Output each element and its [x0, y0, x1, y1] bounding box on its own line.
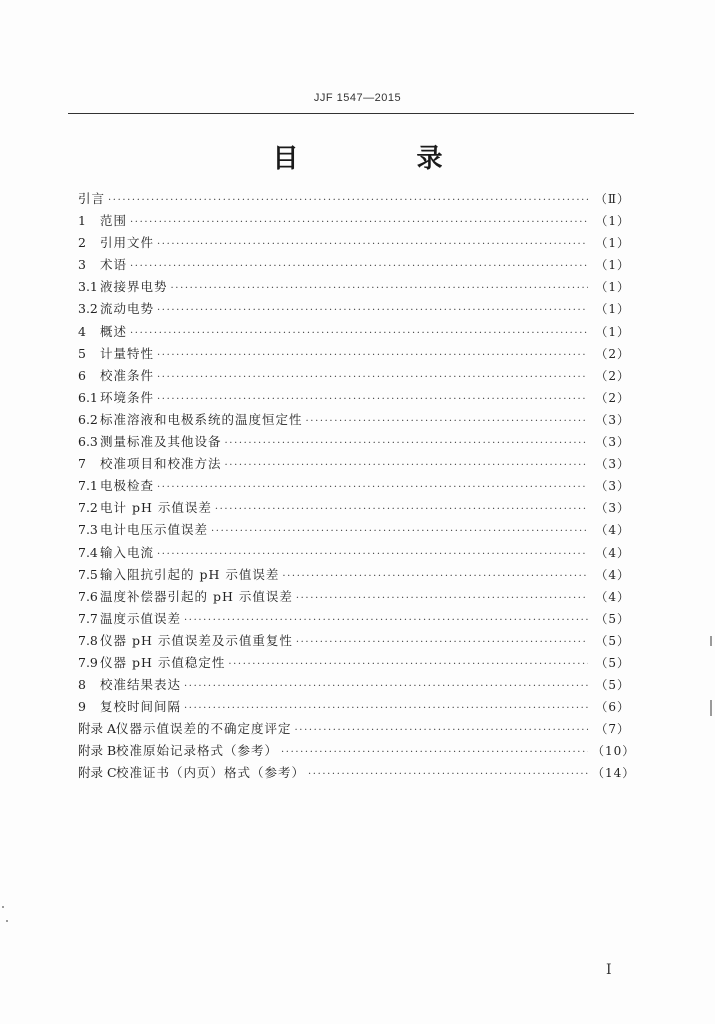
toc-dot-leader: [157, 367, 588, 389]
toc-entry-page: （Ⅱ）: [594, 192, 630, 206]
toc-entry: [78, 542, 630, 564]
toc-entry-number: 7: [78, 456, 86, 472]
scan-artifact: [6, 920, 8, 922]
toc-dot-leader: [308, 764, 588, 786]
toc-entry-number: 附录 C: [78, 765, 117, 781]
toc-entry: [78, 232, 630, 254]
toc-entry: [78, 497, 630, 519]
toc-entry-label: 校准结果表达: [100, 677, 182, 693]
toc-entry: [78, 298, 630, 320]
toc-entry-page: （7）: [595, 722, 630, 737]
toc-entry-page: （3）: [595, 412, 630, 427]
toc-entry-page: （5）: [595, 633, 630, 648]
toc-dot-leader: [171, 278, 588, 300]
toc-entry-page: （14）: [592, 766, 636, 781]
toc-entry-number: 6: [78, 367, 86, 383]
toc-entry: [78, 586, 630, 608]
toc-dot-leader: [296, 588, 588, 610]
toc-entry: [78, 254, 630, 276]
toc-entry-label: 仪器 pH 示值稳定性: [100, 654, 226, 670]
toc-entry: [78, 564, 630, 586]
toc-entry-label: 校准证书（内页）格式（参考）: [116, 765, 306, 781]
toc-entry-label: 环境条件: [100, 389, 155, 405]
toc-entry: [78, 409, 630, 431]
toc-entry: [78, 210, 630, 232]
toc-entry-label: 电计电压示值误差: [100, 522, 209, 538]
toc-entry-label: 概述: [100, 323, 128, 339]
toc-entry-number: 3.1: [78, 279, 98, 295]
standard-code-header: JJF 1547—2015: [313, 92, 402, 104]
toc-entry: [78, 762, 636, 784]
toc-entry-number: 6.1: [78, 389, 98, 405]
toc-dot-leader: [157, 544, 588, 566]
toc-dot-leader: [295, 720, 588, 742]
toc-dot-leader: [211, 521, 588, 543]
toc-dot-leader: [130, 323, 588, 345]
table-of-contents: [78, 188, 636, 785]
toc-entry-page: （3）: [595, 435, 630, 450]
toc-entry-label: 计量特性: [100, 345, 155, 361]
toc-entry-label: 输入电流: [100, 544, 155, 560]
toc-entry-page: （2）: [595, 368, 630, 383]
toc-dot-leader: [157, 300, 588, 322]
toc-entry-label: 流动电势: [100, 301, 155, 317]
toc-entry-label: 复校时间间隔: [100, 699, 182, 715]
toc-dot-leader: [228, 654, 588, 676]
toc-dot-leader: [157, 345, 588, 367]
toc-dot-leader: [281, 742, 588, 764]
toc-entry: [78, 365, 630, 387]
toc-entry-label: 电极检查: [100, 478, 155, 494]
toc-dot-leader: [184, 698, 588, 720]
toc-dot-leader: [184, 610, 588, 632]
page-number: I: [606, 962, 612, 978]
toc-entry-number: 7.2: [78, 500, 98, 516]
toc-entry-number: 7.9: [78, 654, 98, 670]
toc-entry: [78, 696, 630, 718]
toc-entry-page: （4）: [595, 589, 630, 604]
toc-entry-number: 3.2: [78, 301, 98, 317]
toc-entry-label: 仪器 pH 示值误差及示值重复性: [100, 632, 293, 648]
toc-entry-number: 2: [78, 235, 86, 251]
toc-entry: [78, 453, 630, 475]
toc-entry-label: 输入阻抗引起的 pH 示值误差: [100, 566, 280, 582]
toc-entry: [78, 718, 630, 740]
page-title: 目 录: [272, 144, 489, 174]
toc-entry-page: （6）: [595, 700, 630, 715]
toc-dot-leader: [296, 632, 588, 654]
scan-artifact: [2, 906, 4, 908]
toc-entry-label: 液接界电势: [100, 279, 168, 295]
toc-entry-page: （5）: [595, 655, 630, 670]
toc-entry-label: 范围: [100, 213, 128, 229]
toc-entry-label: 温度示值误差: [100, 610, 182, 626]
toc-entry-page: （10）: [592, 744, 636, 759]
toc-entry-number: 7.8: [78, 632, 98, 648]
toc-entry-label: 仪器示值误差的不确定度评定: [116, 721, 292, 737]
toc-entry: [78, 652, 630, 674]
toc-entry-label: 引言: [78, 191, 106, 206]
toc-entry-label: 引用文件: [100, 235, 155, 251]
toc-entry-page: （3）: [595, 501, 630, 516]
toc-entry-number: 附录 B: [78, 743, 117, 759]
toc-dot-leader: [306, 411, 588, 433]
toc-entry-page: （5）: [595, 611, 630, 626]
toc-entry: [78, 630, 630, 652]
toc-entry-page: （1）: [595, 236, 630, 251]
toc-entry: [78, 519, 630, 541]
toc-entry-number: 7.1: [78, 478, 98, 494]
toc-entry-number: 7.7: [78, 610, 98, 626]
toc-entry-number: 3: [78, 257, 86, 273]
toc-entry-label: 术语: [100, 257, 128, 273]
toc-entry-page: （4）: [595, 545, 630, 560]
toc-entry-page: （1）: [595, 302, 630, 317]
toc-dot-leader: [157, 389, 588, 411]
toc-entry: [78, 674, 630, 696]
toc-entry-number: 7.4: [78, 544, 98, 560]
toc-entry-number: 6.2: [78, 411, 98, 427]
toc-entry-label: 电计 pH 示值误差: [100, 500, 212, 516]
toc-entry: [78, 740, 636, 762]
toc-entry-label: 标准溶液和电极系统的温度恒定性: [100, 411, 303, 427]
toc-entry-page: （3）: [595, 479, 630, 494]
toc-entry-number: 附录 A: [78, 721, 117, 737]
toc-entry: [78, 321, 630, 343]
toc-entry-label: 校准原始记录格式（参考）: [116, 743, 279, 759]
toc-entry-label: 温度补偿器引起的 pH 示值误差: [100, 588, 293, 604]
toc-entry-label: 校准项目和校准方法: [100, 456, 222, 472]
toc-entry-label: 校准条件: [100, 367, 155, 383]
header-divider: [68, 113, 634, 114]
toc-entry-number: 7.6: [78, 588, 98, 604]
toc-entry: [78, 431, 630, 453]
toc-entry-page: （1）: [595, 324, 630, 339]
toc-entry: [78, 608, 630, 630]
toc-entry: [78, 387, 630, 409]
toc-entry-label: 测量标准及其他设备: [100, 434, 222, 450]
toc-dot-leader: [225, 433, 588, 455]
toc-dot-leader: [108, 190, 588, 212]
toc-dot-leader: [215, 499, 588, 521]
toc-entry-page: （2）: [595, 346, 630, 361]
toc-entry-number: 9: [78, 699, 86, 715]
toc-dot-leader: [157, 234, 588, 256]
toc-entry-number: 4: [78, 323, 86, 339]
toc-dot-leader: [184, 676, 588, 698]
toc-entry-page: （1）: [595, 280, 630, 295]
toc-entry-page: （3）: [595, 457, 630, 472]
toc-entry: [78, 343, 630, 365]
toc-dot-leader: [130, 212, 588, 234]
scan-artifact: [710, 700, 712, 716]
toc-dot-leader: [282, 566, 588, 588]
toc-entry-number: 6.3: [78, 434, 98, 450]
toc-entry-page: （5）: [595, 678, 630, 693]
toc-entry-number: 7.5: [78, 566, 98, 582]
scan-artifact: [710, 636, 712, 646]
toc-entry-page: （4）: [595, 523, 630, 538]
toc-entry-page: （1）: [595, 214, 630, 229]
toc-entry-page: （2）: [595, 390, 630, 405]
toc-entry-page: （4）: [595, 567, 630, 582]
toc-entry-number: 1: [78, 213, 86, 229]
toc-entry-number: 7.3: [78, 522, 98, 538]
toc-entry-number: 8: [78, 677, 86, 693]
toc-entry: [78, 276, 630, 298]
toc-dot-leader: [157, 477, 588, 499]
toc-entry: [78, 188, 630, 210]
toc-entry-page: （1）: [595, 258, 630, 273]
toc-entry: [78, 475, 630, 497]
toc-dot-leader: [225, 455, 588, 477]
toc-dot-leader: [130, 256, 588, 278]
toc-entry-number: 5: [78, 345, 86, 361]
